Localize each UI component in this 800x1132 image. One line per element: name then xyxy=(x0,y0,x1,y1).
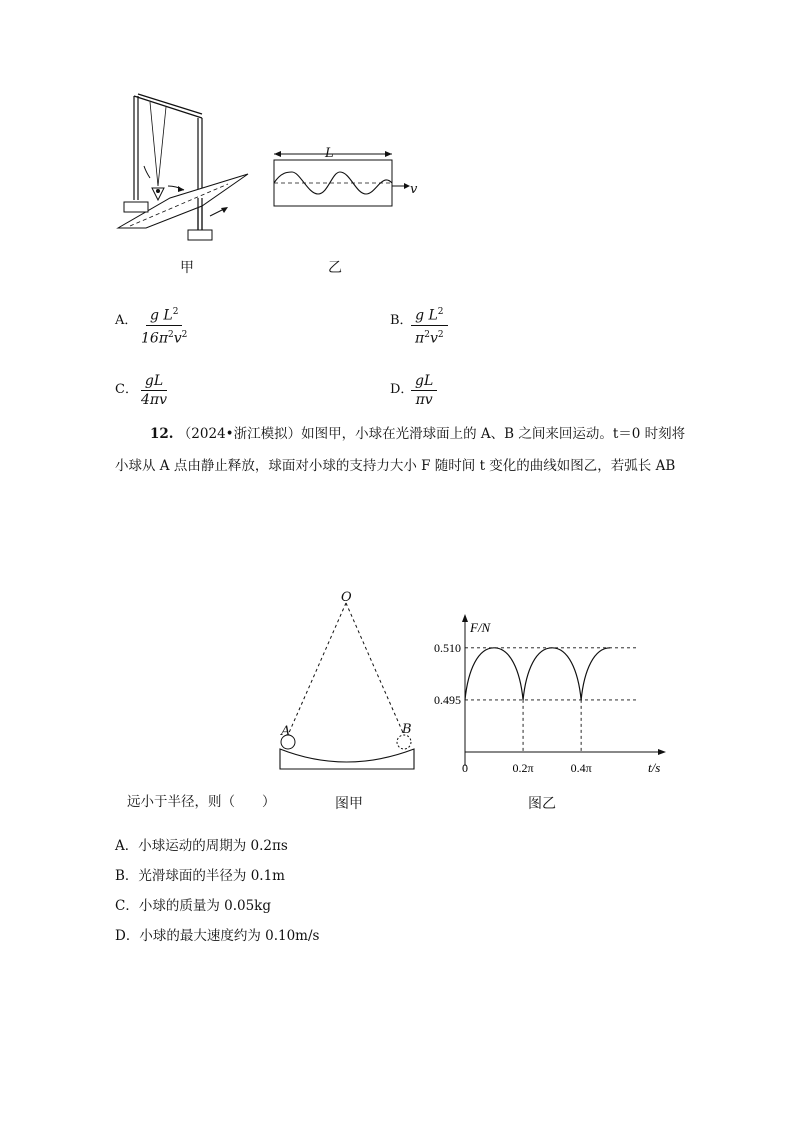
option-a-numerator: g L xyxy=(149,307,173,324)
point-b-label: B xyxy=(402,722,412,737)
pendulum-sand-figure xyxy=(110,88,270,248)
q12-option-d[interactable]: D．小球的最大速度约为 0.10m/s xyxy=(115,928,320,944)
caption-yi: 图乙 xyxy=(528,796,556,812)
question12-number: 12. xyxy=(150,426,174,442)
option-b-den-exp1: 2 xyxy=(424,329,430,340)
option-c-fraction xyxy=(137,372,171,409)
sand-trace-figure xyxy=(270,142,420,212)
x-axis-arrow xyxy=(658,749,666,755)
question12-line1 xyxy=(150,418,710,450)
option-c-letter[interactable]: C． xyxy=(115,382,138,397)
option-b-den-tail: v xyxy=(429,330,438,347)
option-b-fraction xyxy=(411,303,448,347)
spherical-bowl-figure xyxy=(270,585,430,775)
q12-option-b[interactable]: B．光滑球面的半径为 0.1m xyxy=(115,868,285,884)
x-tick-label: 0 xyxy=(462,761,468,775)
option-b-den-exp2: 2 xyxy=(437,329,444,340)
option-c-numerator: gL xyxy=(141,372,167,391)
option-d-letter[interactable]: D． xyxy=(390,382,414,397)
question12-line3: 远小于半径，则（ ） xyxy=(127,794,276,810)
figure1-label-yi: 乙 xyxy=(328,260,342,276)
question12-source: （2024•浙江模拟） xyxy=(177,426,302,442)
point-o-label: O xyxy=(341,590,352,605)
option-a-letter[interactable]: A． xyxy=(115,313,138,328)
point-a-label: A xyxy=(281,724,291,739)
x-axis-label: t/s xyxy=(648,760,661,775)
x-tick-label: 0.2π xyxy=(512,761,534,775)
q12-option-a[interactable]: A．小球运动的周期为 0.2πs xyxy=(115,838,288,854)
y-tick-label: 0.495 xyxy=(434,692,461,707)
question12-text1: 如图甲，小球在光滑球面上的 A、B 之间来回运动。t＝0 时刻将 xyxy=(301,426,686,442)
option-c-denominator: 4πv xyxy=(141,392,168,408)
option-a-num-exp: 2 xyxy=(172,307,179,317)
option-b-denominator: π xyxy=(415,330,425,347)
option-d-fraction xyxy=(411,372,437,409)
option-d-denominator: πv xyxy=(415,392,433,408)
length-label: L xyxy=(325,146,334,161)
y-tick-label: 0.510 xyxy=(434,640,461,655)
option-b-numerator: g L xyxy=(415,307,438,324)
option-a-den-tail: v xyxy=(173,330,182,347)
option-b-letter[interactable]: B． xyxy=(390,313,413,328)
option-a-den-exp2: 2 xyxy=(181,329,188,340)
option-d-numerator: gL xyxy=(411,372,437,391)
option-a-den-exp1: 2 xyxy=(168,329,174,340)
question12-line2: 小球从 A 点由静止释放，球面对小球的支持力大小 F 随时间 t 变化的曲线如图乙，若弧长 AB xyxy=(115,458,676,474)
y-axis-label: F/N xyxy=(470,620,491,635)
figure1-label-jia: 甲 xyxy=(180,260,194,276)
q12-option-c[interactable]: C．小球的质量为 0.05kg xyxy=(115,898,272,914)
option-a-denominator: 16π xyxy=(141,330,169,347)
force-curve xyxy=(465,648,610,700)
option-b-num-exp: 2 xyxy=(437,307,444,317)
speed-label: v xyxy=(410,182,418,197)
caption-jia: 图甲 xyxy=(335,796,363,812)
force-time-chart xyxy=(420,610,680,780)
x-tick-label: 0.4π xyxy=(570,761,592,775)
y-axis-arrow xyxy=(462,614,468,622)
option-a-fraction xyxy=(137,303,191,347)
